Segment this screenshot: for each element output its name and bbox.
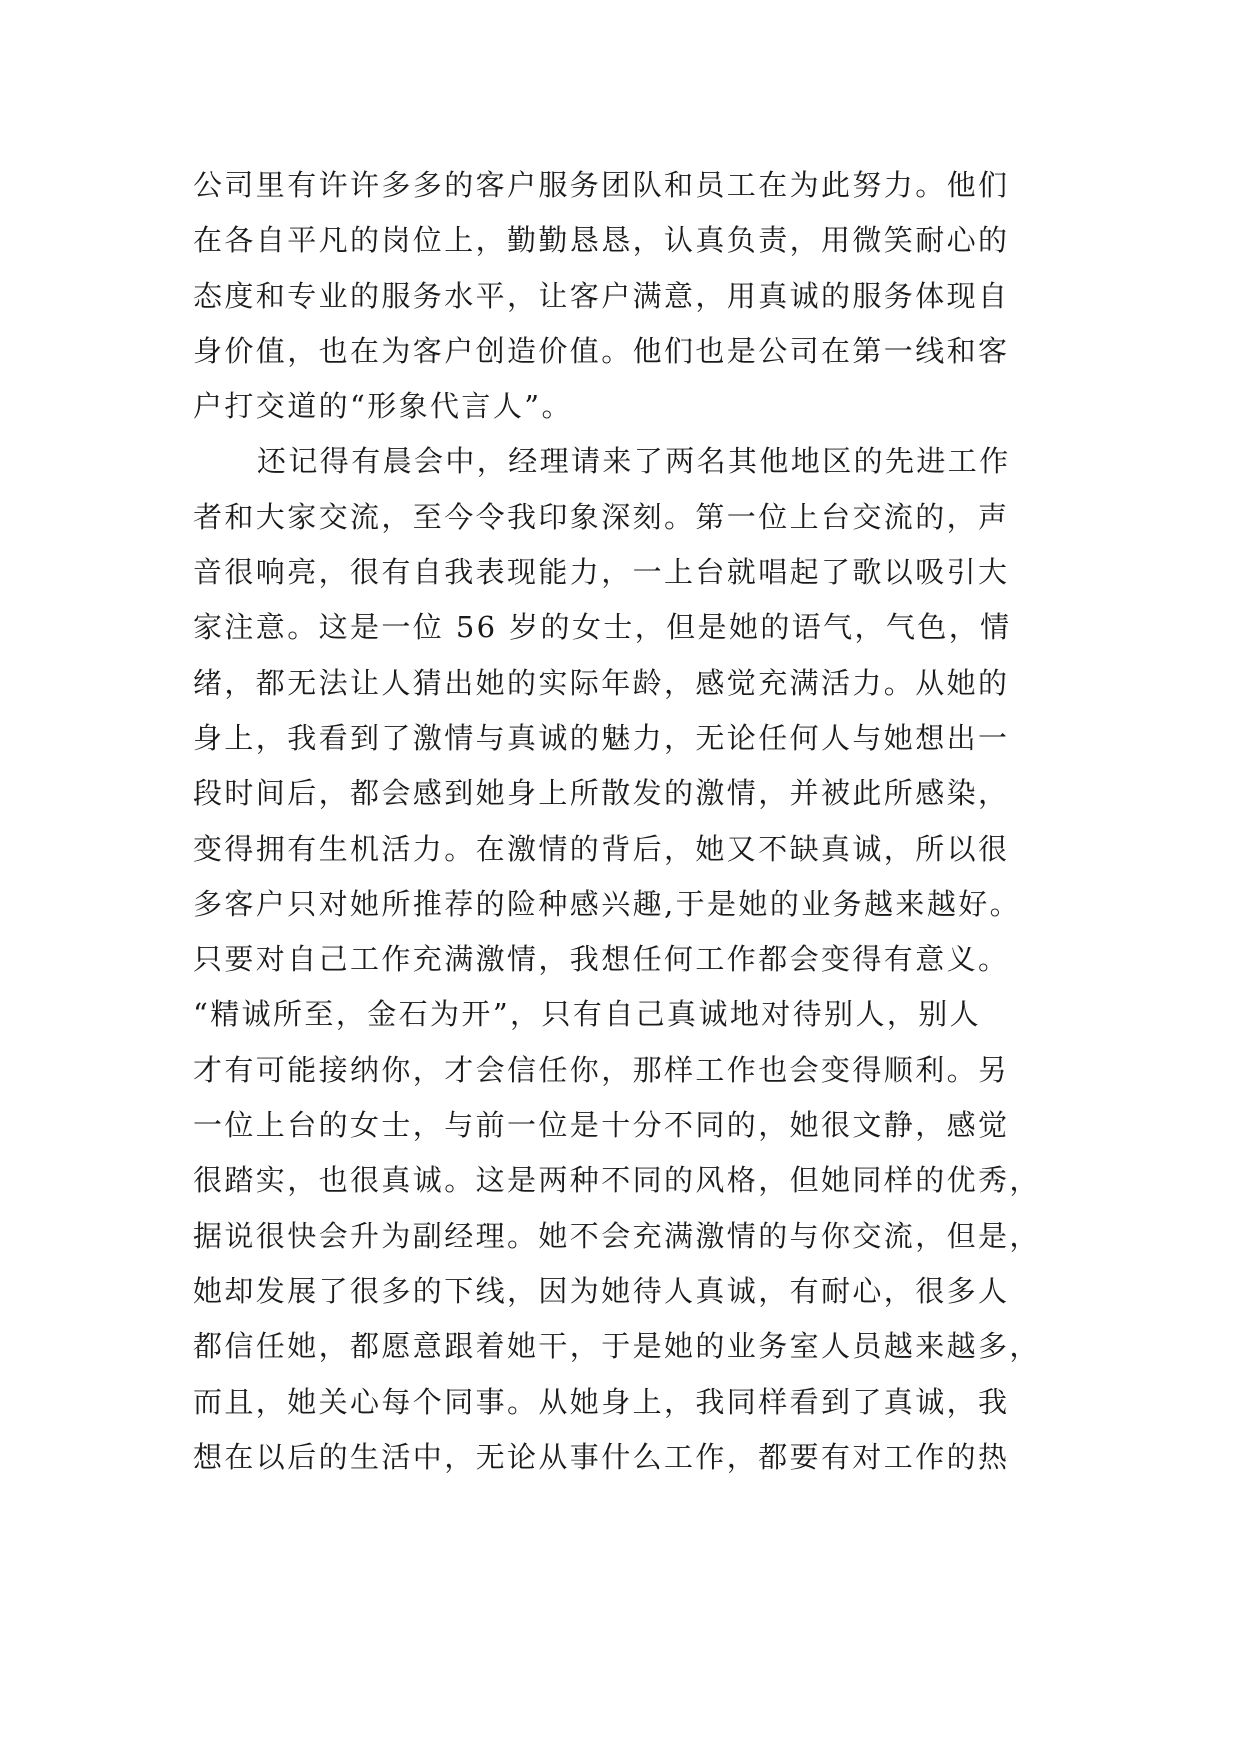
text-line: 公司里有许许多多的客户服务团队和员工在为此努力。他们 bbox=[193, 168, 1010, 202]
text-line: 据说很快会升为副经理。她不会充满激情的与你交流，但是， bbox=[193, 1218, 1041, 1253]
text-line: 一位上台的女士，与前一位是十分不同的，她很文静，感觉 bbox=[193, 1108, 1010, 1143]
text-line: 户打交道的“形象代言人”。 bbox=[193, 389, 573, 424]
text-line: 都信任她，都愿意跟着她干，于是她的业务室人员越来越多， bbox=[193, 1329, 1041, 1364]
text-line: 身价值，也在为客户创造价值。他们也是公司在第一线和客 bbox=[193, 333, 1010, 368]
text-line: 态度和专业的服务水平，让客户满意，用真诚的服务体现自 bbox=[193, 278, 1010, 313]
text-line: 她却发展了很多的下线，因为她待人真诚，有耐心，很多人 bbox=[193, 1273, 1010, 1308]
text-line: 家注意。这是一位 56 岁的女士，但是她的语气，气色，情 bbox=[193, 610, 1012, 645]
text-line: 音很响亮，很有自我表现能力，一上台就唱起了歌以吸引大 bbox=[193, 555, 1010, 590]
text-line: 才有可能接纳你，才会信任你，那样工作也会变得顺利。另 bbox=[193, 1052, 1010, 1087]
text-line: 者和大家交流，至今令我印象深刻。第一位上台交流的，声 bbox=[193, 499, 1010, 534]
text-line: 而且，她关心每个同事。从她身上，我同样看到了真诚，我 bbox=[193, 1384, 1010, 1419]
text-line: 只要对自己工作充满激情，我想任何工作都会变得有意义。 bbox=[193, 942, 1010, 977]
text-line: 变得拥有生机活力。在激情的背后，她又不缺真诚，所以很 bbox=[193, 831, 1010, 866]
text-line: “精诚所至，金石为开”，只有自己真诚地对待别人，别人 bbox=[193, 997, 982, 1032]
text-line: 段时间后，都会感到她身上所散发的激情，并被此所感染， bbox=[193, 776, 1010, 811]
body-text bbox=[193, 158, 1053, 1485]
text-line: 绪，都无法让人猜出她的实际年龄，感觉充满活力。从她的 bbox=[193, 665, 1010, 700]
text-line: 多客户只对她所推荐的险种感兴趣,于是她的业务越来越好。 bbox=[193, 886, 1022, 921]
paragraph-start-line: 还记得有晨会中，经理请来了两名其他地区的先进工作 bbox=[257, 444, 1011, 479]
text-line: 身上，我看到了激情与真诚的魅力，无论任何人与她想出一 bbox=[193, 720, 1010, 755]
text-line: 在各自平凡的岗位上，勤勤恳恳，认真负责，用微笑耐心的 bbox=[193, 223, 1010, 258]
text-line: 想在以后的生活中，无论从事什么工作，都要有对工作的热 bbox=[193, 1439, 1010, 1474]
text-line: 很踏实，也很真诚。这是两种不同的风格，但她同样的优秀， bbox=[193, 1163, 1041, 1198]
